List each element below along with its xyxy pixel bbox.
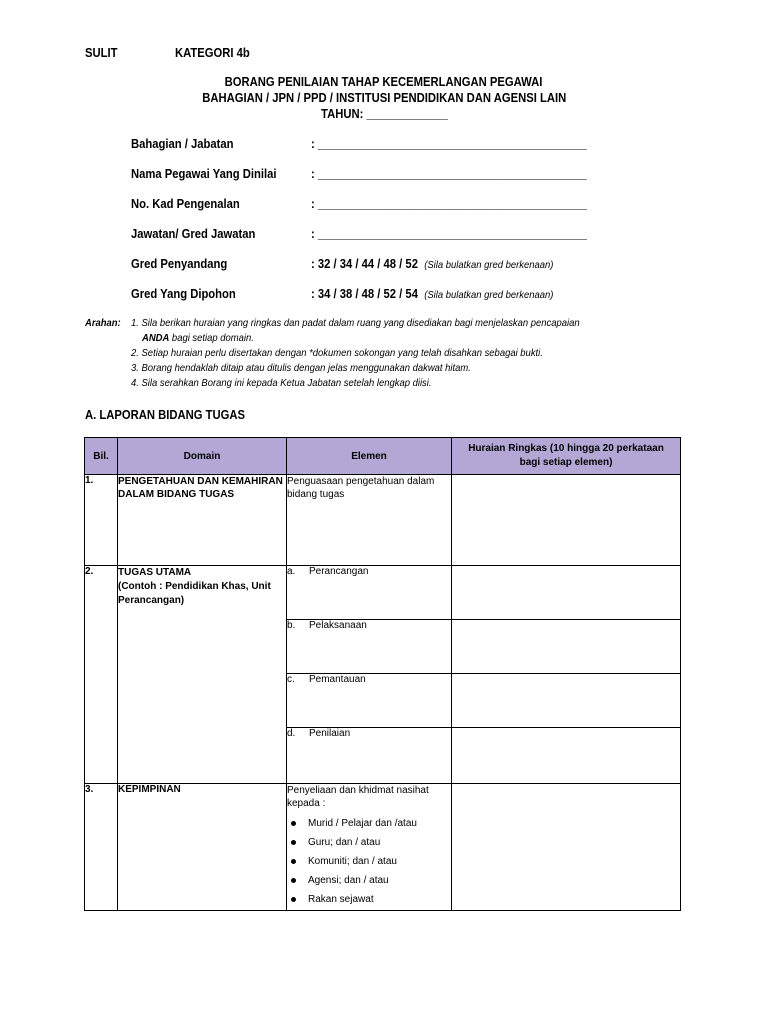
row2-domain-title: TUGAS UTAMA [118,567,192,578]
row2c-huraian-cell[interactable] [452,674,681,728]
bullet-icon [291,878,296,883]
row1-bil: 1. [85,475,118,566]
field-label-gred-dipohon: Gred Yang Dipohon [131,287,236,301]
field-value-jawatan[interactable]: : ___________________________________________ [311,227,587,241]
sulit-label: SULIT [85,46,118,60]
laporan-table [84,437,681,911]
table-header-row [85,438,681,475]
field-label-jawatan: Jawatan/ Gred Jawatan [131,227,256,241]
list-item: Murid / Pelajar dan /atau [287,814,451,833]
table-row [85,784,681,911]
field-label-gred-penyandang: Gred Penyandang [131,257,228,271]
field-label-bahagian: Bahagian / Jabatan [131,137,234,151]
table-row [85,475,681,566]
row3-bullet-list [287,814,451,909]
row3-domain: KEPIMPINAN [118,784,287,911]
list-item: Guru; dan / atau [287,833,451,852]
row2b-huraian-cell[interactable] [452,620,681,674]
form-title-line1: BORANG PENILAIAN TAHAP KECEMERLANGAN PEGAWAI [225,75,543,89]
section-a-title: A. LAPORAN BIDANG TUGAS [85,408,246,422]
row2-elemen-a: a. Perancangan [287,566,452,620]
field-value-gred-dipohon[interactable]: : 34 / 38 / 48 / 52 / 54 (Sila bulatkan gred berkenaan) [311,287,554,301]
arahan-label: Arahan: [85,317,121,329]
arahan-line1: 1. Sila berikan huraian yang ringkas dan padat dalam ruang yang disediakan bagi menjelaskan pencapaian [131,317,580,329]
row2-elemen-b: b. Pelaksanaan [287,620,452,674]
row1-domain: PENGETAHUAN DAN KEMAHIRAN DALAM BIDANG TUGAS [118,475,287,566]
field-value-bahagian[interactable]: : ___________________________________________ [311,137,587,151]
arahan-line1b: ANDA bagi setiap domain. [142,332,254,344]
row3-bil: 3. [85,784,118,911]
row3-elemen [287,784,452,911]
arahan-line3: 3. Borang hendaklah ditaip atau ditulis dengan jelas menggunakan dakwat hitam. [131,362,471,374]
row2a-huraian-cell[interactable] [452,566,681,620]
list-item: Rakan sejawat [287,890,451,909]
row2d-huraian-cell[interactable] [452,728,681,784]
row2-elemen-d: d. Penilaian [287,728,452,784]
field-value-kad[interactable]: : ___________________________________________ [311,197,587,211]
gred-dipohon-note: (Sila bulatkan gred berkenaan) [424,289,554,301]
field-label-nama: Nama Pegawai Yang Dinilai [131,167,277,181]
header-huraian: Huraian Ringkas (10 hingga 20 perkataan bagi setiap elemen) [452,438,681,475]
header-domain: Domain [118,438,287,475]
row1-huraian-cell[interactable] [452,475,681,566]
row1-elemen: Penguasaan pengetahuan dalam bidang tugas [287,475,452,566]
arahan-line2: 2. Setiap huraian perlu disertakan dengan *dokumen sokongan yang telah disahkan sebagai bukti. [131,347,543,359]
field-value-gred-penyandang[interactable]: : 32 / 34 / 44 / 48 / 52 (Sila bulatkan gred berkenaan) [311,257,554,271]
gred-penyandang-note: (Sila bulatkan gred berkenaan) [424,259,554,271]
form-title-year: TAHUN: _____________ [320,107,448,121]
row3-elemen-intro: Penyeliaan dan khidmat nasihat kepada : [287,785,429,809]
field-label-kad: No. Kad Pengenalan [131,197,240,211]
form-title-line2: BAHAGIAN / JPN / PPD / INSTITUSI PENDIDIKAN DAN AGENSI LAIN [202,91,566,105]
row2-domain-sub: (Contoh : Pendidikan Khas, Unit Perancangan) [118,581,271,606]
arahan-line4: 4. Sila serahkan Borang ini kepada Ketua Jabatan setelah lengkap diisi. [131,377,432,389]
bullet-icon [291,821,296,826]
row3-huraian-cell[interactable] [452,784,681,911]
list-item: Agensi; dan / atau [287,871,451,890]
bullet-icon [291,840,296,845]
field-value-nama[interactable]: : ___________________________________________ [311,167,587,181]
row2-domain [118,566,287,784]
row2-bil: 2. [85,566,118,784]
bullet-icon [291,859,296,864]
kategori-label: KATEGORI 4b [175,46,250,60]
bullet-icon [291,897,296,902]
header-elemen: Elemen [287,438,452,475]
list-item: Komuniti; dan / atau [287,852,451,871]
row2-elemen-c: c. Pemantauan [287,674,452,728]
table-row [85,566,681,620]
header-bil: Bil. [85,438,118,475]
